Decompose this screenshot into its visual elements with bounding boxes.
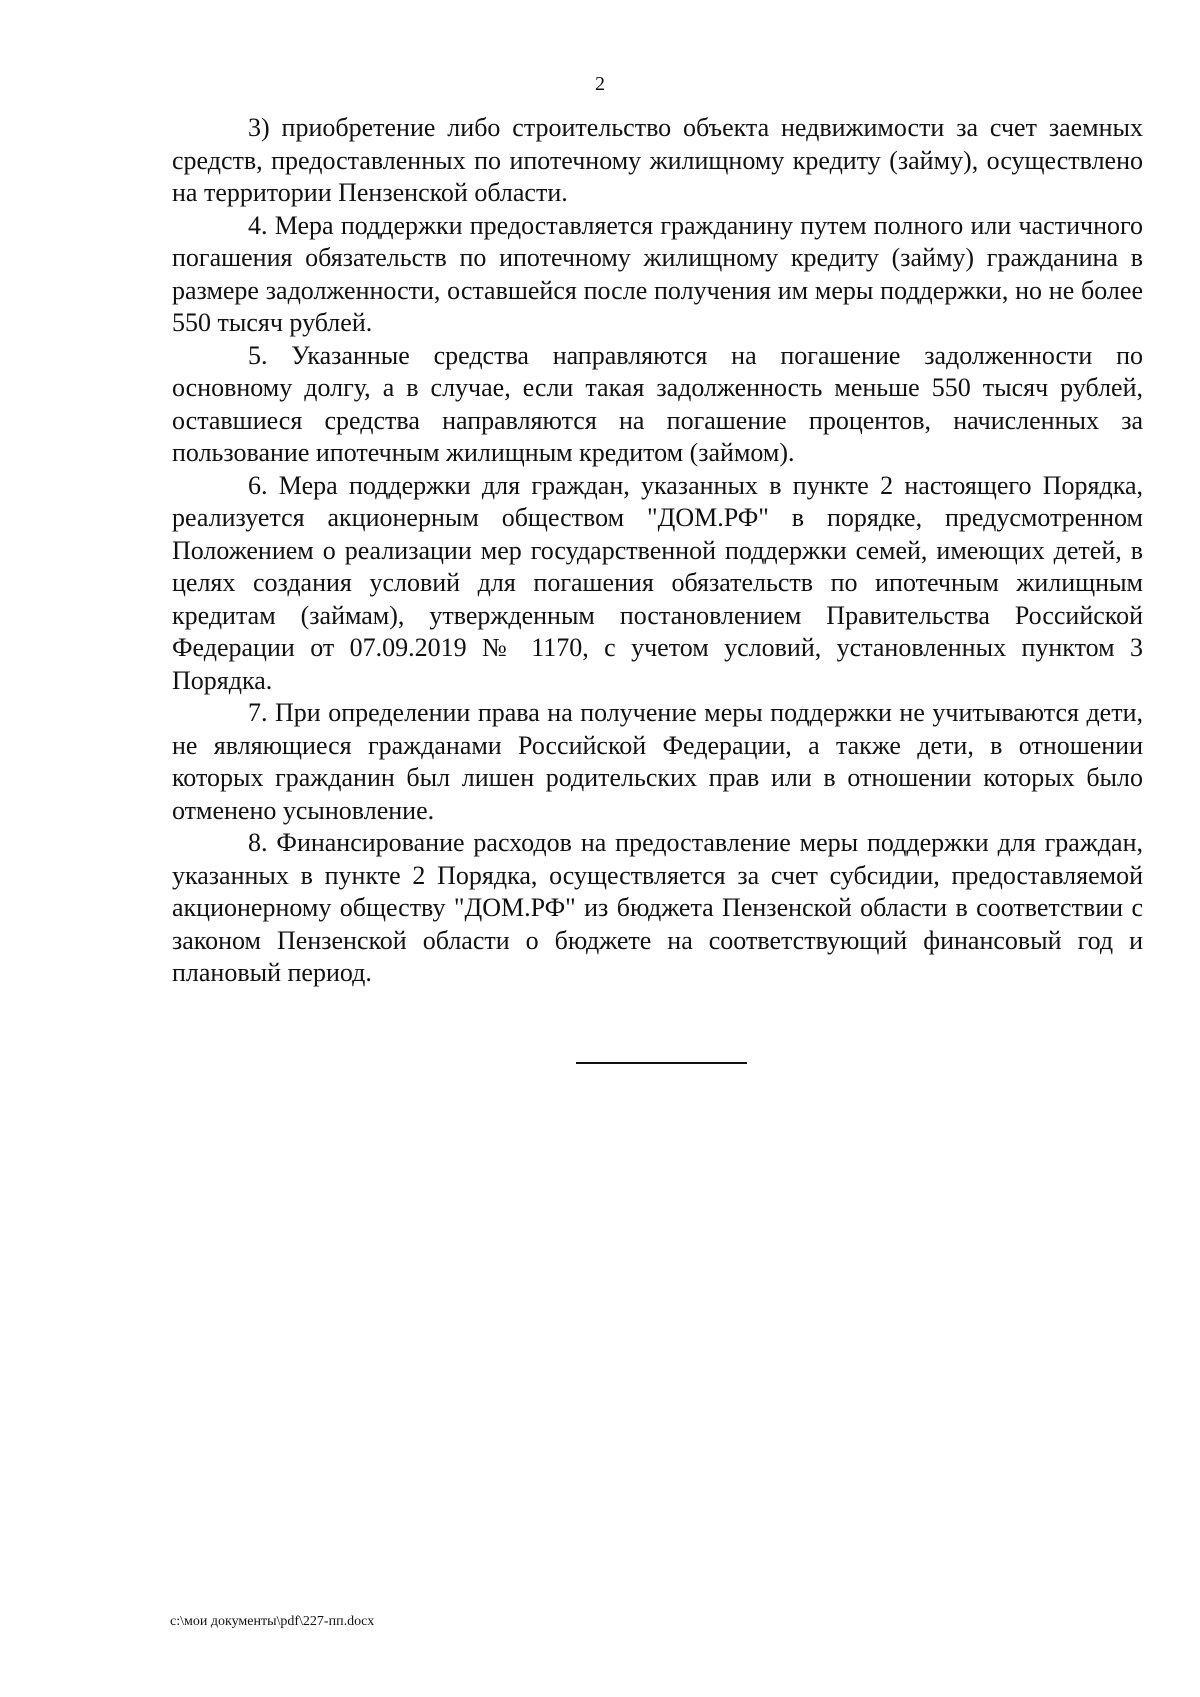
paragraph-item-5: 5. Указанные средства направляются на погашение задолженности по основному долгу, а в случае, если такая задолженность меньше 550 тысяч рублей, оставшиеся средства направляются на погашение процентов, начисленных за пользование ипотечным жилищным кредитом (займом). bbox=[172, 340, 1143, 467]
paragraph-item-8: 8. Финансирование расходов на предоставление меры поддержки для граждан, указанных в пункте 2 Порядка, осуществляется за счет субсидии, предоставляемой акционерному обществу "ДОМ.РФ" из бюджета Пензенской области в соответствии с законом Пензенской области о бюджете на соответствующий финансовый год и плановый период. bbox=[172, 828, 1143, 987]
end-of-document-rule bbox=[576, 1062, 747, 1064]
paragraph-item-4: 4. Мера поддержки предоставляется гражданину путем полного или частичного погашения обязательств по ипотечному жилищному кредиту (займу) гражданина в размере задолженности, оставшейся после получения им меры поддержки, но не более 550 тысяч рублей. bbox=[172, 210, 1143, 337]
paragraph-item-6: 6. Мера поддержки для граждан, указанных в пункте 2 настоящего Порядка, реализуется акционерным обществом "ДОМ.РФ" в порядке, предусмотренном Положением о реализации мер государственной поддержки семей, имеющих детей, в целях создания условий для погашения обязательств по ипотечным жилищным кредитам (займам), утвержденным постановлением Правительства Российской Федерации от 07.09.2019 № 1170, с учетом условий, установленных пунктом 3 Порядка. bbox=[172, 470, 1143, 695]
footer-file-path: c:\мои документы\pdf\227-пп.docx bbox=[170, 1614, 375, 1629]
page-number: 2 bbox=[595, 73, 605, 95]
paragraph-item-7: 7. При определении права на получение меры поддержки не учитываются дети, не являющиеся гражданами Российской Федерации, а также дети, в отношении которых гражданин был лишен родительских прав или в отношении которых было отменено усыновление. bbox=[172, 698, 1143, 825]
document-body bbox=[172, 112, 1143, 990]
paragraph-item-3: 3) приобретение либо строительство объекта недвижимости за счет заемных средств, предоставленных по ипотечному жилищному кредиту (займу), осуществлено на территории Пензенской области. bbox=[172, 113, 1143, 207]
